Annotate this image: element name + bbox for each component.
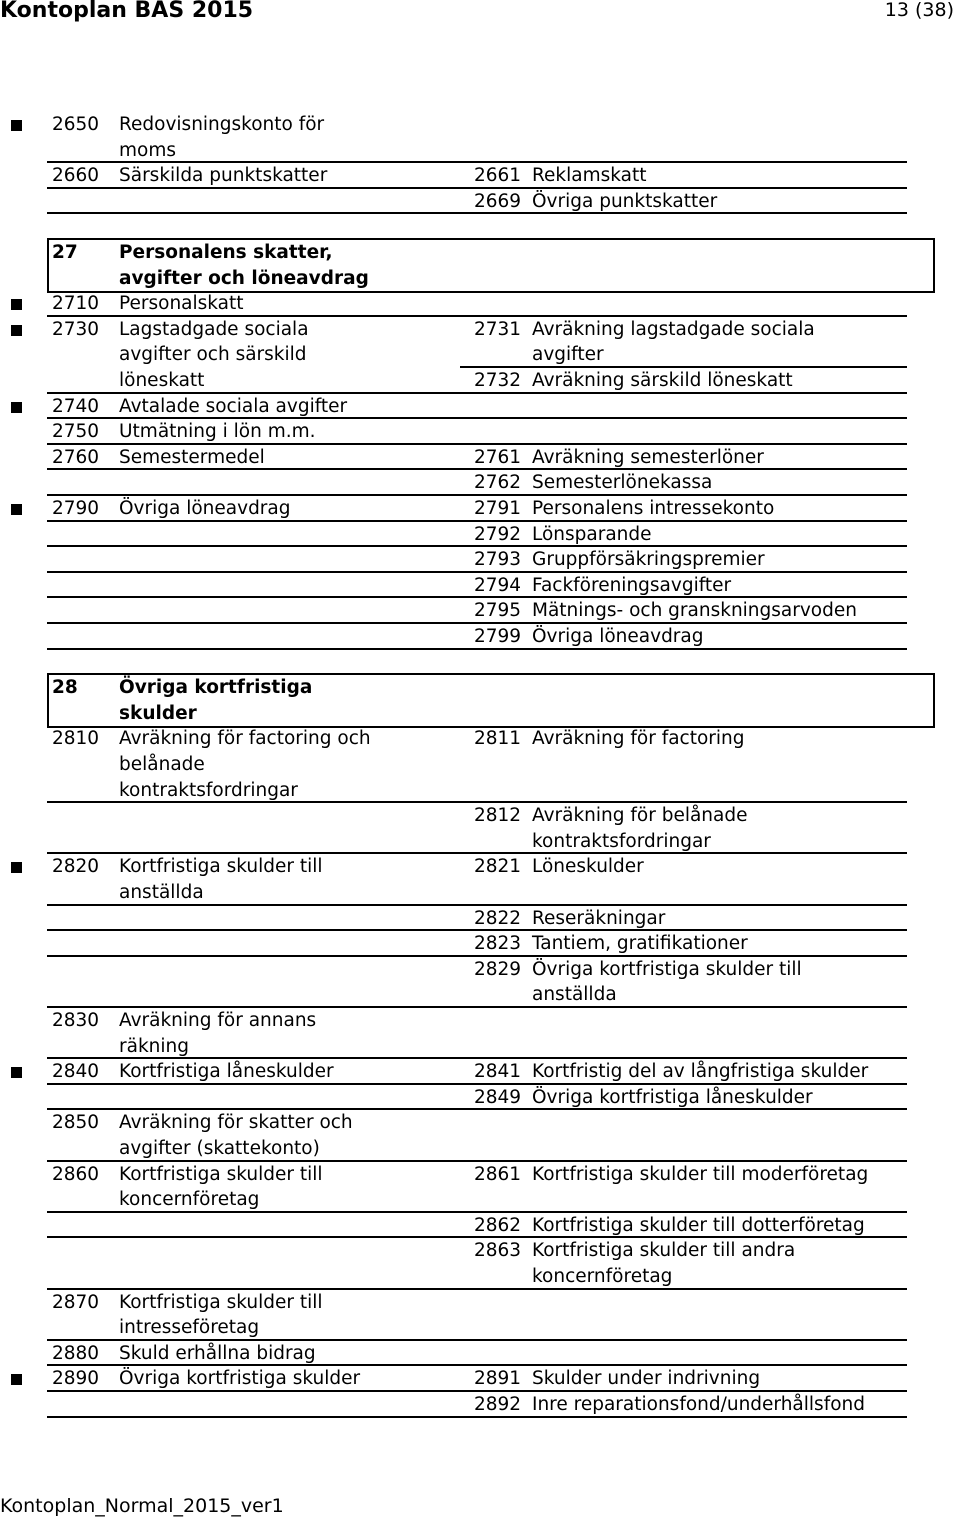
row-divider — [47, 955, 907, 957]
row-divider — [47, 622, 907, 624]
sub-account-number: 2799 — [474, 626, 522, 647]
account-name: räkning — [119, 1035, 189, 1057]
sub-account-number: 2841 — [474, 1061, 522, 1083]
sub-account-number: 2732 — [474, 370, 522, 391]
account-number: 2710 — [52, 293, 100, 315]
sub-account-name: Löneskulder — [532, 856, 644, 878]
account-name: Kortfristiga skulder till — [119, 1291, 323, 1313]
account-name: Kortfristiga skulder till — [119, 1163, 323, 1185]
row-bullet-icon — [11, 120, 22, 131]
sub-account-number: 2892 — [474, 1394, 522, 1415]
row-divider — [47, 1083, 907, 1085]
sub-account-number: 2811 — [474, 728, 522, 750]
row-divider — [47, 1211, 907, 1213]
sub-account-number: 2862 — [474, 1214, 522, 1236]
sub-account-name: Mätnings- och granskningsarvoden — [532, 600, 857, 622]
account-name: Övriga löneavdrag — [119, 498, 291, 519]
row-bullet-icon — [11, 1374, 22, 1385]
account-number: 2750 — [52, 421, 100, 443]
row-divider — [47, 212, 907, 214]
sub-account-number: 2731 — [474, 318, 522, 340]
account-name: löneskatt — [119, 370, 205, 391]
account-name: moms — [119, 139, 176, 161]
sub-account-name: Reseräkningar — [532, 907, 666, 929]
sub-account-name: Inre reparationsfond/underhållsfond — [532, 1394, 865, 1415]
sub-account-name: Fackföreningsavgifter — [532, 574, 732, 596]
sub-account-name: avgifter — [532, 344, 604, 366]
sub-account-name: Avräkning lagstadgade sociala — [532, 318, 815, 340]
sub-account-name: Avräkning för belånade — [532, 805, 748, 827]
sub-account-number: 2829 — [474, 958, 522, 980]
row-divider — [47, 468, 907, 470]
account-number: 2760 — [52, 446, 100, 468]
group-number: 28 — [52, 677, 78, 699]
row-bullet-icon — [11, 1067, 22, 1078]
sub-account-number: 2891 — [474, 1368, 522, 1390]
sub-account-name: Kortfristiga skulder till moderföretag — [532, 1163, 869, 1185]
sub-account-name: Avräkning särskild löneskatt — [532, 370, 793, 391]
row-bullet-icon — [11, 325, 22, 336]
sub-row-divider — [460, 366, 907, 368]
sub-account-number: 2863 — [474, 1240, 522, 1262]
sub-account-name: anställda — [532, 984, 617, 1006]
sub-account-name: Skulder under indrivning — [532, 1368, 761, 1390]
row-divider — [47, 929, 907, 931]
sub-account-name: Kortfristiga skulder till andra — [532, 1240, 796, 1262]
row-divider — [47, 545, 907, 547]
page-number: 13 (38) — [884, 0, 954, 21]
document-title: Kontoplan BAS 2015 — [0, 0, 254, 23]
sub-account-name: Kortfristiga skulder till dotterföretag — [532, 1214, 865, 1236]
account-number: 2850 — [52, 1112, 100, 1134]
sub-account-number: 2794 — [474, 574, 522, 596]
account-number: 2810 — [52, 728, 100, 750]
account-name: kontraktsfordringar — [119, 779, 298, 801]
row-bullet-icon — [11, 299, 22, 310]
account-name: Semestermedel — [119, 446, 265, 468]
sub-account-number: 2823 — [474, 933, 522, 955]
group-title: Personalens skatter, — [119, 242, 333, 263]
sub-account-name: Övriga kortfristiga skulder till — [532, 958, 802, 980]
sub-account-number: 2821 — [474, 856, 522, 878]
sub-account-number: 2792 — [474, 523, 522, 545]
account-name: koncernföretag — [119, 1189, 260, 1211]
sub-account-name: Kortfristig del av långfristiga skulder — [532, 1061, 869, 1083]
row-divider — [47, 801, 907, 803]
row-divider — [47, 187, 907, 189]
account-name: Lagstadgade sociala — [119, 318, 309, 340]
account-name: Avräkning för factoring och — [119, 728, 371, 750]
account-number: 2880 — [52, 1342, 100, 1364]
account-name: anställda — [119, 882, 204, 903]
account-number: 2820 — [52, 856, 100, 878]
row-divider — [47, 596, 907, 598]
sub-account-name: Övriga kortfristiga låneskulder — [532, 1086, 813, 1108]
account-name: Utmätning i lön m.m. — [119, 421, 316, 443]
sub-account-number: 2795 — [474, 600, 522, 622]
sub-account-number: 2669 — [474, 190, 522, 212]
sub-account-name: Personalens intressekonto — [532, 498, 775, 519]
sub-account-number: 2791 — [474, 498, 522, 519]
account-name: Övriga kortfristiga skulder — [119, 1368, 361, 1390]
account-number: 2890 — [52, 1368, 100, 1390]
account-number: 2730 — [52, 318, 100, 340]
account-number: 2840 — [52, 1061, 100, 1083]
sub-account-name: Semesterlönekassa — [532, 472, 713, 494]
sub-account-name: Lönsparande — [532, 523, 652, 545]
sub-account-number: 2793 — [474, 549, 522, 571]
sub-account-name: Avräkning för factoring — [532, 728, 745, 750]
account-number: 2660 — [52, 165, 100, 187]
account-name: Skuld erhållna bidrag — [119, 1342, 316, 1364]
account-number: 2790 — [52, 498, 100, 519]
group-title: avgifter och löneavdrag — [119, 267, 369, 289]
account-name: Redovisningskonto för — [119, 114, 325, 135]
account-name: intresseföretag — [119, 1317, 260, 1339]
account-name: belånade — [119, 754, 205, 775]
account-name: Kortfristiga skulder till — [119, 856, 323, 878]
group-title: skulder — [119, 702, 197, 724]
sub-account-name: Övriga löneavdrag — [532, 626, 704, 647]
account-name: Kortfristiga låneskulder — [119, 1061, 334, 1083]
account-number: 2860 — [52, 1163, 100, 1185]
sub-account-name: koncernföretag — [532, 1266, 673, 1287]
row-divider — [47, 648, 907, 650]
sub-account-number: 2761 — [474, 446, 522, 468]
row-divider — [47, 1236, 907, 1238]
sub-account-number: 2762 — [474, 472, 522, 494]
sub-account-number: 2822 — [474, 907, 522, 929]
sub-account-number: 2861 — [474, 1163, 522, 1185]
sub-account-name: kontraktsfordringar — [532, 830, 711, 852]
sub-account-number: 2812 — [474, 805, 522, 827]
row-divider — [47, 904, 907, 906]
account-number: 2740 — [52, 395, 100, 417]
account-name: avgifter (skattekonto) — [119, 1138, 320, 1159]
account-name: Avtalade sociala avgifter — [119, 395, 348, 417]
group-number: 27 — [52, 242, 78, 263]
row-bullet-icon — [11, 862, 22, 873]
sub-account-number: 2661 — [474, 165, 522, 187]
footer-filename: Kontoplan_Normal_2015_ver1 — [0, 1495, 284, 1517]
sub-account-name: Övriga punktskatter — [532, 190, 718, 212]
row-divider — [47, 520, 907, 522]
account-name: Avräkning för skatter och — [119, 1112, 353, 1134]
account-name: Avräkning för annans — [119, 1010, 317, 1031]
row-divider — [47, 1416, 907, 1418]
row-divider — [47, 1390, 907, 1392]
sub-account-name: Tantiem, gratifikationer — [532, 933, 748, 955]
row-divider — [47, 571, 907, 573]
sub-account-name: Reklamskatt — [532, 165, 647, 187]
group-title: Övriga kortfristiga — [119, 677, 313, 699]
sub-account-name: Gruppförsäkringspremier — [532, 549, 765, 571]
account-name: Personalskatt — [119, 293, 244, 315]
account-number: 2650 — [52, 114, 100, 135]
sub-account-name: Avräkning semesterlöner — [532, 446, 764, 468]
account-name: Särskilda punktskatter — [119, 165, 328, 187]
sub-account-number: 2849 — [474, 1086, 522, 1108]
account-number: 2830 — [52, 1010, 100, 1031]
account-name: avgifter och särskild — [119, 344, 307, 366]
account-number: 2870 — [52, 1291, 100, 1313]
row-bullet-icon — [11, 402, 22, 413]
row-bullet-icon — [11, 504, 22, 515]
